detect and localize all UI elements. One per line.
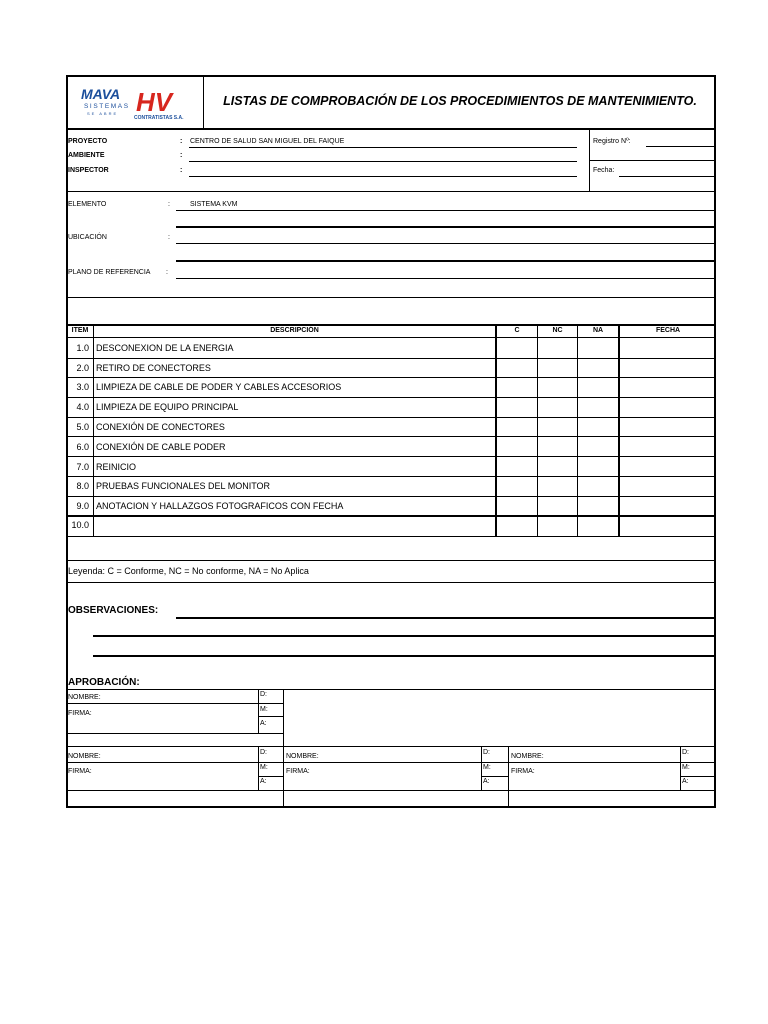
observaciones-line[interactable] xyxy=(176,617,716,619)
table-row-desc: CONEXIÓN DE CABLE PODER xyxy=(96,442,226,452)
inspector-field[interactable] xyxy=(189,176,577,177)
aprobacion-top-rule xyxy=(66,689,716,690)
header-c: C xyxy=(514,327,520,334)
table-row-desc: DESCONEXION DE LA ENERGIA xyxy=(96,343,234,353)
table-row-rule xyxy=(66,417,716,418)
table-row-rule xyxy=(66,436,716,437)
project-section-rule xyxy=(66,191,716,192)
contratistas-logo-text: CONTRATISTAS S.A. xyxy=(134,115,184,121)
elemento-value[interactable]: SISTEMA KVM xyxy=(190,201,238,208)
approval3-nombre-label: NOMBRE: xyxy=(286,753,319,760)
col-line-c xyxy=(537,325,538,536)
header-bottom-rule xyxy=(66,128,716,130)
plano-field[interactable] xyxy=(176,278,716,279)
plano-label: PLANO DE REFERENCIA xyxy=(68,269,151,276)
table-row-rule xyxy=(66,456,716,457)
ubicacion-label: UBICACIÓN xyxy=(68,234,107,241)
table-row-item: 3.0 xyxy=(76,382,89,392)
proyecto-underline xyxy=(189,147,577,148)
table-row-item: 8.0 xyxy=(76,481,89,491)
col-line-na xyxy=(618,325,620,536)
table-row-item: 1.0 xyxy=(76,343,89,353)
table-row-rule xyxy=(66,476,716,477)
registro-box-rule xyxy=(590,160,716,161)
table-row-desc: CONEXIÓN DE CONECTORES xyxy=(96,422,225,432)
col-line-item xyxy=(93,325,94,536)
proyecto-colon: : xyxy=(180,138,183,145)
header-na: NA xyxy=(592,327,604,334)
approval1-m-rule xyxy=(258,716,283,717)
approval1-m-label: M: xyxy=(260,706,268,713)
registro-field[interactable] xyxy=(646,146,716,147)
approval3-a-label: A: xyxy=(483,778,490,785)
legend-bottom-rule xyxy=(66,582,716,583)
elemento-underline xyxy=(176,210,716,211)
table-row-item: 10.0 xyxy=(71,520,89,530)
approval2-a-label: A: xyxy=(260,778,267,785)
table-row-rule xyxy=(66,496,716,497)
table-row-item: 9.0 xyxy=(76,501,89,511)
logo-tagline-text: SE ABRE xyxy=(87,111,119,116)
proyecto-label: PROYECTO xyxy=(68,138,108,145)
table-row-rule xyxy=(66,515,716,517)
approval3-m-rule xyxy=(481,776,508,777)
approval-nombre-rule xyxy=(66,762,716,763)
ubicacion-field[interactable] xyxy=(176,243,716,244)
plano-colon: : xyxy=(166,269,168,276)
col-line-nc xyxy=(577,325,578,536)
proyecto-value[interactable]: CENTRO DE SALUD SAN MIGUEL DEL FAIQUE xyxy=(190,138,345,145)
approval2-nombre-label: NOMBRE: xyxy=(68,753,101,760)
mava-logo-text: MAVA xyxy=(81,86,121,102)
approval4-d-label: D: xyxy=(682,749,689,756)
elemento-colon: : xyxy=(168,201,170,208)
header-fecha: FECHA xyxy=(655,327,681,334)
observaciones-line[interactable] xyxy=(93,655,716,657)
ambiente-label: AMBIENTE xyxy=(68,152,105,159)
elemento-label: ELEMENTO xyxy=(68,201,107,208)
table-row-item: 7.0 xyxy=(76,462,89,472)
header-item: ITEM xyxy=(71,327,89,334)
approval1-d-label: D: xyxy=(260,691,267,698)
fecha-field[interactable] xyxy=(619,176,716,177)
approval4-firma-label: FIRMA: xyxy=(511,768,535,775)
table-row-desc: PRUEBAS FUNCIONALES DEL MONITOR xyxy=(96,481,271,491)
approval4-m-rule xyxy=(680,776,716,777)
sistemas-logo-text: SISTEMAS xyxy=(84,103,130,110)
observaciones-label: OBSERVACIONES: xyxy=(68,605,159,616)
approval2-d-label: D: xyxy=(260,749,267,756)
approval1-bottom-rule xyxy=(66,733,283,734)
header-descripcion: DESCRIPCIÓN xyxy=(270,327,319,334)
approval1-date-divider xyxy=(258,689,259,733)
table-row-desc: ANOTACION Y HALLAZGOS FOTOGRAFICOS CON FECHA xyxy=(96,501,344,511)
table-row-desc: LIMPIEZA DE CABLE DE PODER Y CABLES ACCESORIOS xyxy=(96,382,342,392)
legend-top-rule xyxy=(66,560,716,561)
table-row-desc: REINICIO xyxy=(96,462,137,472)
table-row-item: 5.0 xyxy=(76,422,89,432)
approval1-firma-label: FIRMA: xyxy=(68,710,92,717)
registro-label: Registro Nº: xyxy=(593,138,631,145)
table-row-rule xyxy=(66,358,716,359)
approval-col-divider-2 xyxy=(508,746,509,807)
table-header-rule xyxy=(66,337,716,338)
fecha-label: Fecha: xyxy=(593,167,615,174)
approval2-firma-label: FIRMA: xyxy=(68,768,92,775)
aprobacion-label: APROBACIÓN: xyxy=(68,677,140,688)
approval4-nombre-label: NOMBRE: xyxy=(511,753,544,760)
approval4-date-divider xyxy=(680,746,681,790)
page-title: LISTAS DE COMPROBACIÓN DE LOS PROCEDIMIENTOS DE MANTENIMIENTO. xyxy=(223,94,697,108)
approval-second-top-rule xyxy=(66,746,716,747)
approval2-m-rule xyxy=(258,776,283,777)
company-logo xyxy=(80,86,198,122)
table-row-desc: LIMPIEZA DE EQUIPO PRINCIPAL xyxy=(96,402,239,412)
approval3-m-label: M: xyxy=(483,764,491,771)
observaciones-line[interactable] xyxy=(93,635,716,637)
element-section-rule xyxy=(66,297,716,298)
approval2-date-divider xyxy=(258,746,259,790)
table-row-rule xyxy=(66,377,716,378)
approval3-date-divider xyxy=(481,746,482,790)
table-row-item: 6.0 xyxy=(76,442,89,452)
inspector-label: INSPECTOR xyxy=(68,167,109,174)
approval1-nombre-label: NOMBRE: xyxy=(68,694,101,701)
table-row-rule xyxy=(66,397,716,398)
approval1-nombre-field[interactable] xyxy=(66,703,283,704)
inspector-colon: : xyxy=(180,167,183,174)
header-nc: NC xyxy=(552,327,563,334)
elemento-extra-line xyxy=(176,226,716,228)
approval1-a-label: A: xyxy=(260,720,267,727)
approval-firma-rule xyxy=(66,790,716,791)
approval4-a-label: A: xyxy=(682,778,689,785)
table-row-desc: RETIRO DE CONECTORES xyxy=(96,363,211,373)
legend-text: Leyenda: C = Conforme, NC = No conforme, NA = No Aplica xyxy=(68,566,309,576)
approval3-firma-label: FIRMA: xyxy=(286,768,310,775)
table-bottom-rule xyxy=(66,536,716,537)
ubicacion-extra-line xyxy=(176,260,716,262)
ambiente-field[interactable] xyxy=(189,161,577,162)
table-row-item: 2.0 xyxy=(76,363,89,373)
hv-logo-text: HV xyxy=(136,87,173,117)
table-row-item: 4.0 xyxy=(76,402,89,412)
approval2-m-label: M: xyxy=(260,764,268,771)
approval4-m-label: M: xyxy=(682,764,690,771)
col-line-desc xyxy=(495,325,497,536)
ubicacion-colon: : xyxy=(168,234,170,241)
approval3-d-label: D: xyxy=(483,749,490,756)
ambiente-colon: : xyxy=(180,152,183,159)
